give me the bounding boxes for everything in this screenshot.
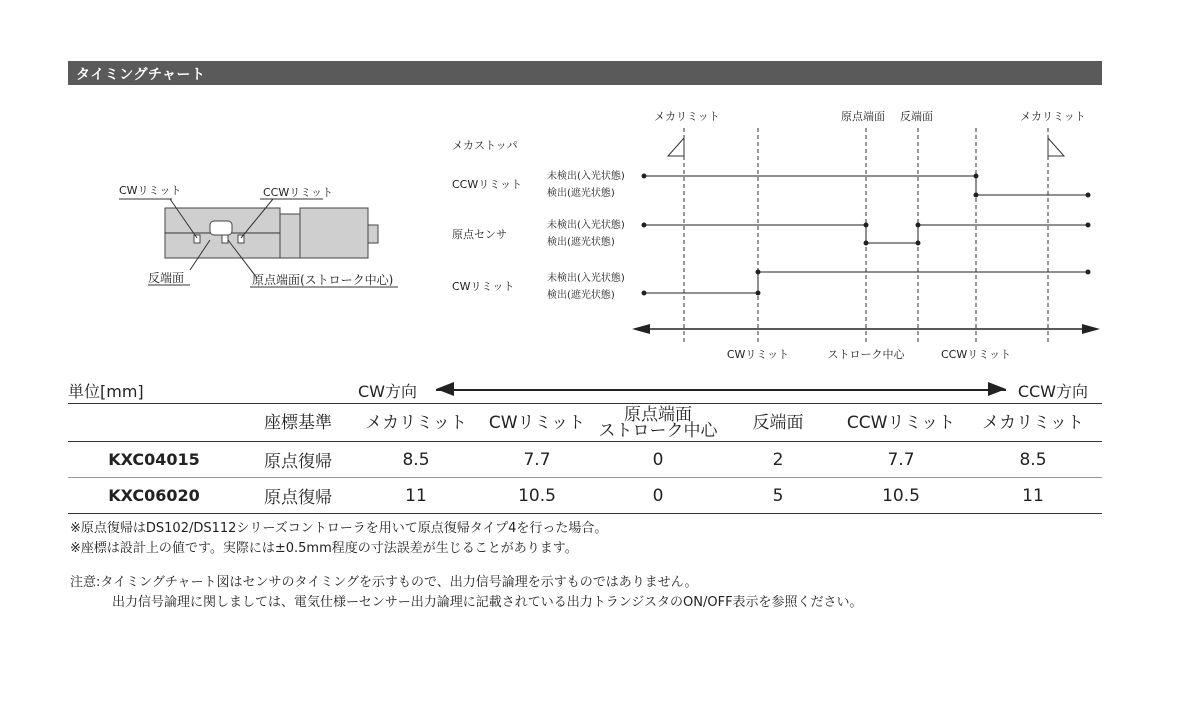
mech-stopper-right bbox=[1048, 138, 1064, 156]
header-cell: 反端面 bbox=[752, 412, 804, 433]
travel-axis-arrow-right bbox=[1082, 324, 1100, 334]
header-cell bbox=[68, 404, 240, 442]
label-ccw-limit: CCWリミット bbox=[263, 186, 334, 199]
top-label-mech-limit-right: メカリミット bbox=[1020, 110, 1086, 123]
caution-note bbox=[70, 573, 863, 613]
header-origin-main: 原点端面 bbox=[624, 404, 692, 425]
value-cell: 8.5 bbox=[402, 449, 430, 470]
top-label-reverse-end: 反端面 bbox=[900, 110, 933, 123]
sensor-cw bbox=[194, 235, 200, 243]
stage-rail bbox=[280, 214, 300, 258]
ccw-state-undetected: 未検出(入光状態) bbox=[547, 171, 625, 182]
value-cell: 10.5 bbox=[518, 485, 556, 506]
header-cell: メカリミット bbox=[365, 412, 467, 433]
bottom-label-cw: CWリミット bbox=[726, 348, 790, 361]
unit-label: 単位[mm] bbox=[68, 382, 144, 401]
row-label-origin-sensor: 原点センサ bbox=[452, 228, 507, 241]
header-cell-origin bbox=[598, 404, 718, 442]
row-label-mech-stopper: メカストッパ bbox=[452, 139, 518, 152]
stage-diagram bbox=[110, 178, 410, 293]
value-cell: 2 bbox=[772, 449, 784, 470]
footnote: ※座標は設計上の値です。実際には±0.5mm程度の寸法誤差が生じることがあります。 bbox=[70, 541, 578, 556]
mech-stopper-left bbox=[668, 138, 684, 156]
coordinate-table bbox=[68, 403, 1102, 514]
footnote: ※原点復帰はDS102/DS112シリーズコントローラを用いて原点復帰タイプ4を行った場合。 bbox=[70, 521, 608, 536]
cw-state-undetected: 未検出(入光状態) bbox=[547, 273, 625, 284]
value-cell: 0 bbox=[652, 449, 664, 470]
header-cell: 座標基準 bbox=[264, 412, 332, 433]
header-origin-sub: ストローク中心 bbox=[598, 420, 718, 441]
ref-cell: 原点復帰 bbox=[264, 488, 332, 508]
origin-state-detected: 検出(遮光状態) bbox=[547, 237, 615, 248]
ccw-state-detected: 検出(遮光状態) bbox=[547, 188, 615, 199]
bottom-label-ccw: CCWリミット bbox=[940, 348, 1012, 361]
header-cell: メカリミット bbox=[982, 412, 1084, 433]
value-cell: 11 bbox=[405, 485, 427, 506]
header-cell: CCWリミット bbox=[846, 412, 956, 433]
value-cell: 11 bbox=[1022, 485, 1044, 506]
stage-knob bbox=[368, 225, 378, 243]
value-cell: 7.7 bbox=[887, 449, 915, 470]
row-label-ccw-limit: CCWリミット bbox=[452, 178, 523, 191]
header-cell: CWリミット bbox=[488, 412, 586, 433]
origin-state-undetected: 未検出(入光状態) bbox=[547, 220, 625, 231]
table-row bbox=[68, 478, 1102, 514]
value-cell: 7.7 bbox=[523, 449, 551, 470]
label-cw-limit: CWリミット bbox=[119, 184, 182, 197]
ref-cell: 原点復帰 bbox=[264, 452, 332, 472]
value-cell: 10.5 bbox=[882, 485, 920, 506]
table-row bbox=[68, 442, 1102, 478]
section-title: タイミングチャート bbox=[76, 67, 206, 83]
label-origin-end: 原点端面(ストローク中心) bbox=[252, 273, 394, 287]
section-title-bar bbox=[68, 61, 1102, 85]
ccw-direction-label: CCW方向 bbox=[1017, 382, 1088, 401]
direction-arrow-left-icon bbox=[436, 382, 454, 396]
travel-axis-arrow-left bbox=[632, 324, 650, 334]
stage-slot bbox=[210, 221, 232, 235]
value-cell: 8.5 bbox=[1019, 449, 1047, 470]
caution-line-2: 出力信号論理に関しましては、電気仕様ーセンサー出力論理に記載されている出力トランジスタのON/OFF表示を参照ください。 bbox=[112, 595, 863, 610]
model-cell: KXC04015 bbox=[108, 450, 200, 469]
direction-arrow-line bbox=[436, 389, 1006, 391]
footnotes bbox=[70, 519, 607, 559]
value-cell: 5 bbox=[772, 485, 784, 506]
row-label-cw-limit: CWリミット bbox=[452, 280, 515, 293]
model-cell: KXC06020 bbox=[108, 486, 200, 505]
top-label-origin-end: 原点端面 bbox=[841, 110, 885, 123]
top-label-mech-limit-left: メカリミット bbox=[654, 110, 720, 123]
label-reverse-end: 反端面 bbox=[148, 271, 185, 285]
direction-row bbox=[68, 379, 1102, 403]
cw-state-detected: 検出(遮光状態) bbox=[547, 290, 615, 301]
origin-signal bbox=[644, 225, 1088, 243]
caution-line-1: 注意:タイミングチャート図はセンサのタイミングを示すもので、出力信号論理を示すものではありません。 bbox=[70, 575, 698, 590]
direction-arrow-right-icon bbox=[988, 382, 1006, 396]
timing-chart bbox=[440, 100, 1110, 370]
stage-motor bbox=[300, 208, 368, 258]
cw-direction-label: CW方向 bbox=[358, 382, 417, 401]
sensor-origin bbox=[222, 235, 228, 243]
table-header-row bbox=[68, 404, 1102, 442]
value-cell: 0 bbox=[652, 485, 664, 506]
bottom-label-stroke-center: ストローク中心 bbox=[827, 348, 905, 361]
